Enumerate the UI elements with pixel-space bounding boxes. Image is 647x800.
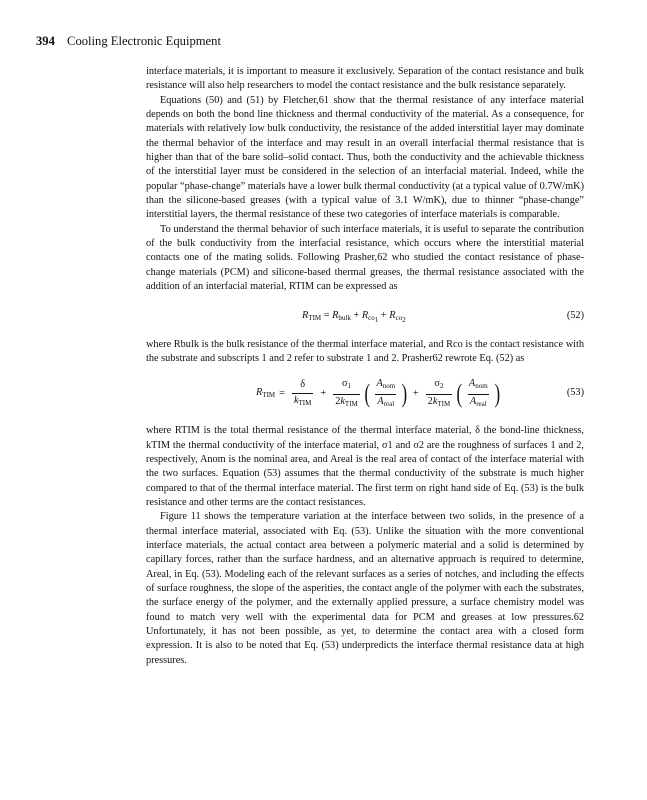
paragraph-5-text: where RTIM is the total thermal resistance of the thermal interface material, δ the bond-line thickness, kTIM the thermal conductivity of the interface material, σ1 and σ2 are the roughness of surfaces 1 and 2, respectively, Anom is the nominal area, and Areal is the real area of contact of the interface material with the two surfaces. Equation (53) assumes that the thermal conductivity of the substrate is much higher compared to that of the thermal interface material. The first term on right hand side of Eq. (53) is the bulk resistance and other terms are the contact resistances. xyxy=(146,425,584,508)
page-number: 394 xyxy=(36,34,55,48)
equation-52-number: (52) xyxy=(566,309,584,321)
paragraph-5 xyxy=(146,424,584,510)
running-header xyxy=(36,34,221,49)
equation-53-number: (53) xyxy=(566,387,584,399)
paragraph-6 xyxy=(146,510,584,668)
equation-53 xyxy=(146,372,584,416)
paragraph-4 xyxy=(146,338,584,367)
paragraph-2-text: Equations (50) and (51) by Fletcher,61 show that the thermal resistance of any interface material depends on both the bond line thickness and thermal conductivity of the material. As a consequence, for materials with relatively low bulk conductivity, the resistance of the added interstitial layer may dominate the thermal behavior of the interface and may result in an overall interfacial thermal resistance that is higher than that of the bare solid–solid contact. Thus, both the conductivity and the achievable thickness of the interstitial layer must be considered in the selection of an interfacial material. Indeed, while the popular “phase-change” materials have a lower bulk thermal conductivity (at a typical value of 0.7W/mK) than the silicone-based greases (with a typical value of 3.1 W/mK), due to thinner “phase-change” interstitial layers, the thermal resistance of these two categories of interface materials is comparable. xyxy=(146,94,584,221)
equation-52 xyxy=(146,309,584,323)
body-text xyxy=(146,65,584,668)
paragraph-3-text: To understand the thermal behavior of such interface materials, it is useful to separate the contribution of the bulk conductivity from the interfacial resistance, which occurs where the interstitial material contacts one of the mating solids. Following Prasher,62 who studied the contact resistance of phase-change materials (PCM) and silicone-based thermal greases, the thermal resistance associated with the addition of an interfacial material, RTIM can be expressed as xyxy=(146,223,584,293)
paragraph-3 xyxy=(146,223,584,295)
paragraph-6-text: Figure 11 shows the temperature variation at the interface between two solids, in the presence of a thermal interface material, associated with Eq. (53). Unlike the situation with the more conventional interface materials, the actual contact area between a polymeric material and a solid is determined by capillary forces, rather than the surface hardness, and an alternative approach is required to determine, Areal, in Eq. (53). Modeling each of the relevant surfaces as a series of notches, and including the effects of surface roughness, the slope of the asperities, the contact angle of the polymer with each the substrates, the surface energy of the polymer, and the externally applied pressure, a surface chemistry model was found to match very well with the experimental data for PCM and greases at low pressures.62 Unfortunately, it has not been possible, as yet, to determine the contact area with a closed form expression. It is also to be noted that Eq. (53) underpredicts the interface thermal resistance data at high pressures. xyxy=(146,511,584,666)
running-title: Cooling Electronic Equipment xyxy=(67,34,221,48)
equation-52-body: $R_{TIM} = R_{bulk} + R_{co_1} + R_{co_2}$ xyxy=(302,309,406,324)
equation-53-body: $R_{TIM}$ = $\frac{\delta}{k_{TIM}}$ + $\frac{\sigma_1}{2k_{TIM}}$ ( $\frac{A_{nom}}{A_{real}}$ ) + $\frac{\sigma_2}{2k_{TIM}}$ ( $\frac{A_{nom}}{A_{real}}$ ) xyxy=(256,372,501,416)
paragraph-1 xyxy=(146,65,584,94)
paragraph-2 xyxy=(146,94,584,223)
paragraph-1-text: interface materials, it is important to measure it exclusively. Separation of the contact resistance and bulk resistance will also help researchers to model the contact resistance and the bulk resistance separately. xyxy=(146,66,584,92)
paragraph-4-text: where Rbulk is the bulk resistance of the thermal interface material, and Rco is the contact resistance with the substrate and subscripts 1 and 2 refer to substrate 1 and 2. Prasher62 rewrote Eq. (52) as xyxy=(146,338,584,364)
